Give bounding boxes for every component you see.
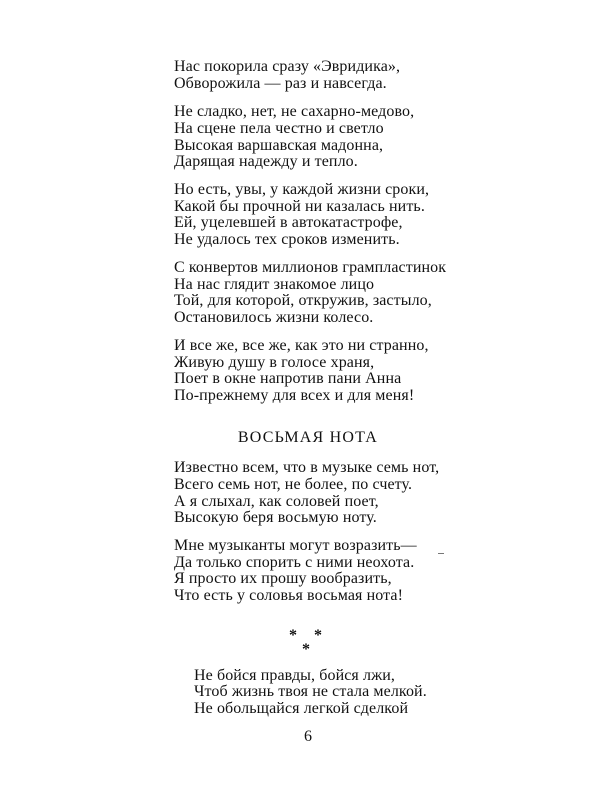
poem3-stanza1-line3: Не обольщайся легкой сделкой [194,700,409,717]
poem1-stanza4-line3: Той, для которой, откружив, застыло, [174,292,432,309]
poem2-title: ВОСЬМАЯ НОТА [237,429,379,446]
poem1-stanza5-line2: Живую душу в голосе храня, [174,354,375,371]
poem1-stanza3-line1: Но есть, увы, у каждой жизни сроки, [174,181,430,198]
poem2-stanza1-line1: Известно всем, что в музыке семь нот, [174,459,440,476]
poem1-stanza2-line1: Не сладко, нет, не сахарно-медово, [174,103,415,120]
poem1-stanza5-line4: По-прежнему для всех и для меня! [174,387,415,404]
poem3-stanza1-line2: Чтоб жизнь твоя не стала мелкой. [194,683,427,700]
poem3-stanza1-line1: Не бойся правды, бойся лжи, [194,667,395,684]
poem2-stanza2-line4: Что есть у соловья восьмая нота! [174,587,404,604]
print-speck [438,553,444,554]
poem2-stanza1-line2: Всего семь нот, не более, по счету. [174,476,413,493]
poem1-stanza5-line1: И все же, все же, как это ни странно, [174,337,429,354]
poem1-stanza3-line2: Какой бы прочной ни казалась нить. [174,198,425,215]
asterism-star-right: * [314,627,322,644]
asterism-star-left: * [289,627,297,644]
poem1-stanza4-line1: С конвертов миллионов грампластинок [174,259,447,276]
poem2-stanza2-line2: Да только спорить с ними неохота. [174,554,415,571]
page-number: 6 [304,728,312,745]
poem1-stanza5-line3: Поет в окне напротив пани Анна [174,370,402,387]
poem2-stanza1-line4: Высокую беря восьмую ноту. [174,509,377,526]
poem2-stanza1-line3: А я слыхал, как соловей поет, [174,493,379,510]
poem1-stanza4-line2: На нас глядит знакомое лицо [174,276,375,293]
poem2-stanza2-line1: Мне музыканты могут возразить— [174,537,417,554]
poem1-stanza2-line4: Дарящая надежду и тепло. [174,153,358,170]
poem2-stanza2-line3: Я просто их прошу вообразить, [174,570,392,587]
poem1-stanza1-line2: Обворожила — раз и навсегда. [174,75,387,92]
poem1-stanza2-line2: На сцене пела честно и светло [174,120,384,137]
poem1-stanza3-line4: Не удалось тех сроков изменить. [174,231,400,248]
poem1-stanza2-line3: Высокая варшавская мадонна, [174,137,384,154]
poem1-stanza4-line4: Остановилось жизни колесо. [174,309,374,326]
poem1-stanza1-line1: Нас покорила сразу «Эвридика», [174,58,401,75]
poem1-stanza3-line3: Ей, уцелевшей в автокатастрофе, [174,214,403,231]
asterism-star-bottom: * [302,641,310,658]
